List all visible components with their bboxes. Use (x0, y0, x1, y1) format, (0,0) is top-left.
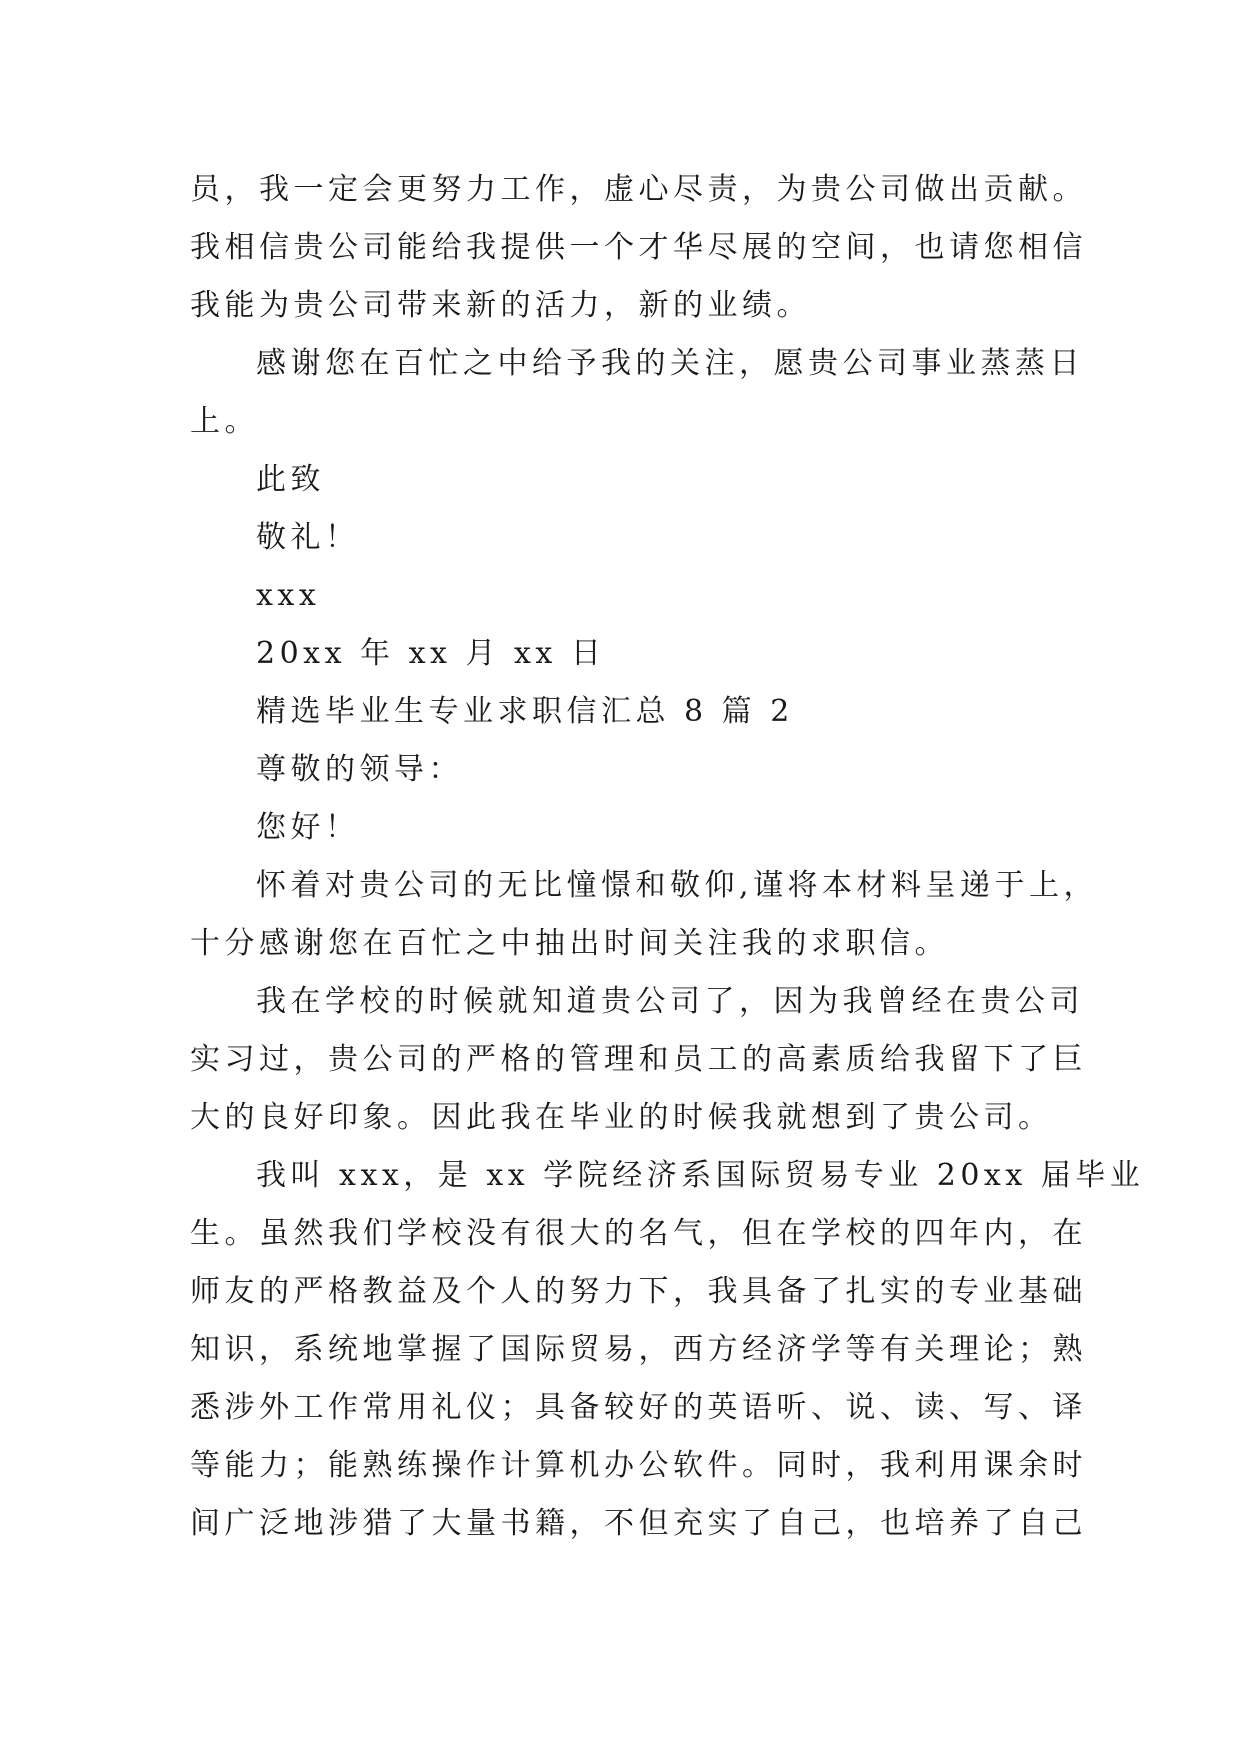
document-body (190, 161, 1145, 1553)
text-line: 间广泛地涉猎了大量书籍，不但充实了自己，也培养了自己 (190, 1506, 1087, 1541)
text-line: 大的良好印象。因此我在毕业的时候我就想到了贵公司。 (190, 1100, 1053, 1135)
text-line: 感谢您在百忙之中给予我的关注，愿贵公司事业蒸蒸日 (256, 346, 1084, 381)
text-line: 员，我一定会更努力工作，虚心尽责，为贵公司做出贡献。 (190, 172, 1087, 207)
text-line: 我在学校的时候就知道贵公司了，因为我曾经在贵公司 (256, 984, 1084, 1019)
text-line: 我能为贵公司带来新的活力，新的业绩。 (190, 288, 811, 323)
text-line: 十分感谢您在百忙之中抽出时间关注我的求职信。 (190, 926, 949, 961)
section-title: 精选毕业生专业求职信汇总 8 篇 2 (256, 694, 794, 729)
text-line: 我叫 xxx，是 xx 学院经济系国际贸易专业 20xx 届毕业 (256, 1158, 1145, 1193)
text-line: 上。 (190, 404, 259, 439)
text-line: 悉涉外工作常用礼仪；具备较好的英语听、说、读、写、译 (190, 1390, 1087, 1425)
closing-line: 敬礼！ (256, 520, 360, 555)
text-line: 我相信贵公司能给我提供一个才华尽展的空间，也请您相信 (190, 230, 1087, 265)
text-line: 怀着对贵公司的无比憧憬和敬仰,谨将本材料呈递于上， (256, 868, 1099, 903)
text-line: 生。虽然我们学校没有很大的名气，但在学校的四年内，在 (190, 1216, 1087, 1251)
text-line: 师友的严格教益及个人的努力下，我具备了扎实的专业基础 (190, 1274, 1087, 1309)
salutation: 尊敬的领导： (256, 752, 463, 787)
text-line: 实习过，贵公司的严格的管理和员工的高素质给我留下了巨 (190, 1042, 1087, 1077)
closing-line: 此致 (256, 462, 325, 497)
greeting: 您好！ (256, 810, 360, 845)
signature-name: xxx (256, 578, 321, 613)
text-line: 等能力；能熟练操作计算机办公软件。同时，我利用课余时 (190, 1448, 1087, 1483)
signature-date: 20xx 年 xx 月 xx 日 (256, 636, 606, 671)
text-line: 知识，系统地掌握了国际贸易，西方经济学等有关理论；熟 (190, 1332, 1087, 1367)
